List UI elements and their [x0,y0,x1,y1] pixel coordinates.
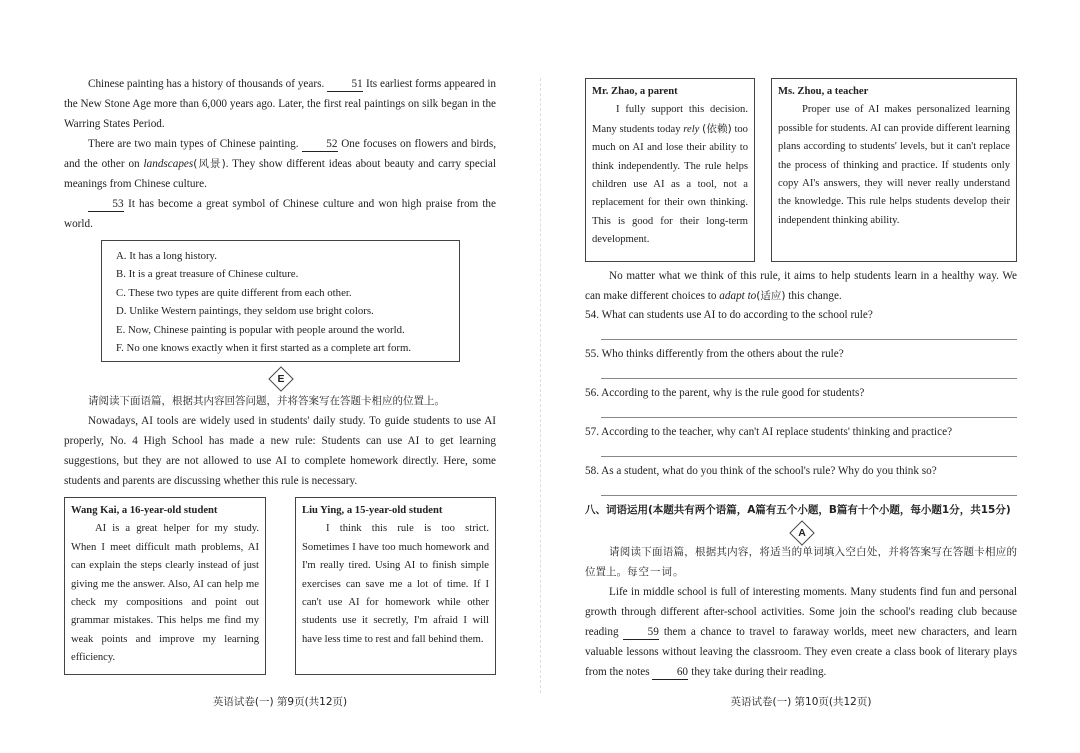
passage-a [585,542,1017,682]
answer-line-56[interactable] [601,417,1017,418]
question-54: 54. What can students use AI to do according to the school rule? [585,309,873,321]
question-58: 58. As a student, what do you think of the school's rule? Why do you think so? [585,465,937,477]
opinion-mr-zhao: Mr. Zhao, a parent I fully support this decision. Many students today rely (依赖) too much on AI and lose their ability to think independently. The rule helps children use AI as a tool, not a replacement for their own thinking. This is good for their long-term development. [585,78,755,262]
blank-51[interactable]: 51 [327,77,363,92]
paragraph-1: Chinese painting has a history of thousands of years. 51 Its earliest forms appeared in the New Stone Age more than 6,000 years ago. Later, the first real paintings on silk began in the Warring States Period. [64,78,497,130]
blank-60[interactable]: 60 [652,665,688,680]
right-page [585,0,1017,753]
option-c: C. These two types are quite different from each other. [116,286,352,299]
conclusion: No matter what we think of this rule, it aims to help students learn in a healthy way. We can make different choices to adapt to(适应) this change. [585,270,1017,302]
answer-line-55[interactable] [601,378,1017,379]
paragraph-2: There are two main types of Chinese painting. 52 One focuses on flowers and birds, and the other on landscapes(风景). They show different ideas about beauty and carry special meanings from Chinese culture. [64,138,497,190]
option-b: B. It is a great treasure of Chinese culture. [116,268,299,281]
passage-e-text: Nowadays, AI tools are widely used in students' daily study. To guide students to use AI properly, No. 4 High School has made a new rule: Students can use AI to get learning suggestions, but they are not allowed to use AI to complete homework directly. Here, some students and parents are discussing whether this rule is necessary. [64,415,496,487]
opinion-liu-ying: Liu Ying, a 15-year-old student I think this rule is too strict. Sometimes I have too much homework and I'm really tired. Using AI to finish simple exercises can save me a lot of time. If I can't use AI for homework while other students use it secretly, I'm afraid I will have less time to rest and fall behind them. [295,497,496,675]
question-56: 56. According to the parent, why is the rule good for students? [585,387,865,399]
answer-line-57[interactable] [601,456,1017,457]
blank-59[interactable]: 59 [623,625,659,640]
option-e: E. Now, Chinese painting is popular with people around the world. [116,323,405,336]
section-8-heading: 八、词语运用(本题共有两个语篇，A篇有五个小题，B篇有十个小题，每小题1分，共15分) [585,504,1011,516]
section-e-marker: E [268,366,293,391]
option-a: A. It has a long history. [116,250,217,262]
opinion-wang-kai: Wang Kai, a 16-year-old student AI is a great helper for my study. When I meet difficult math problems, AI can explain the steps clearly instead of just giving me the answer. Also, AI can help me check my compositions and point out grammar mistakes. This helps me find my weak points and improve my learning efficiency. [64,497,266,675]
page-divider [540,78,541,693]
page-footer-right: 英语试卷(一) 第10页(共12页) [730,696,872,708]
answer-line-58[interactable] [601,495,1017,496]
blank-53[interactable]: 53 [88,197,124,212]
passage-a-text: Life in middle school is full of interesting moments. Many students find fun and personal growth through different after-school activities. Some join the school's reading club because reading 59 them a chance to travel to faraway worlds, meet new characters, and learn valuable lessons without leaving the classroom. They even create a class book of literary plays from the notes 60 they take during their reading. [585,586,1017,678]
instruction-a: 请阅读下面语篇，根据其内容，将适当的单词填入空白处，并将答案写在答题卡相应的位置上。每空一词。 [585,546,1017,578]
option-d: D. Unlike Western paintings, they seldom use bright colors. [116,305,374,318]
options-box [101,240,460,362]
section-a-marker: A [789,520,814,545]
passage-d-text [64,74,496,234]
question-55: 55. Who thinks differently from the others about the rule? [585,348,844,360]
opinion-ms-zhou: Ms. Zhou, a teacher Proper use of AI makes personalized learning possible for students. AI can provide different learning plans according to students' levels, but it can't replace the process of thinking and practice. If students only copy AI's answers, they will never really understand the knowledge. This rule helps students develop their independent thinking ability. [771,78,1017,262]
passage-e [64,391,496,491]
option-f: F. No one knows exactly when it first started as a complete art form. [116,342,412,355]
answer-line-54[interactable] [601,339,1017,340]
question-57: 57. According to the teacher, why can't AI replace students' thinking and practice? [585,426,953,438]
paragraph-3: 53 It has become a great symbol of Chinese culture and won high praise from the world. [64,198,496,230]
instruction-e: 请阅读下面语篇，根据其内容回答问题，并将答案写在答题卡相应的位置上。 [88,395,445,407]
page-footer-left: 英语试卷(一) 第9页(共12页) [212,696,348,708]
blank-52[interactable]: 52 [302,137,338,152]
left-page [64,0,496,753]
